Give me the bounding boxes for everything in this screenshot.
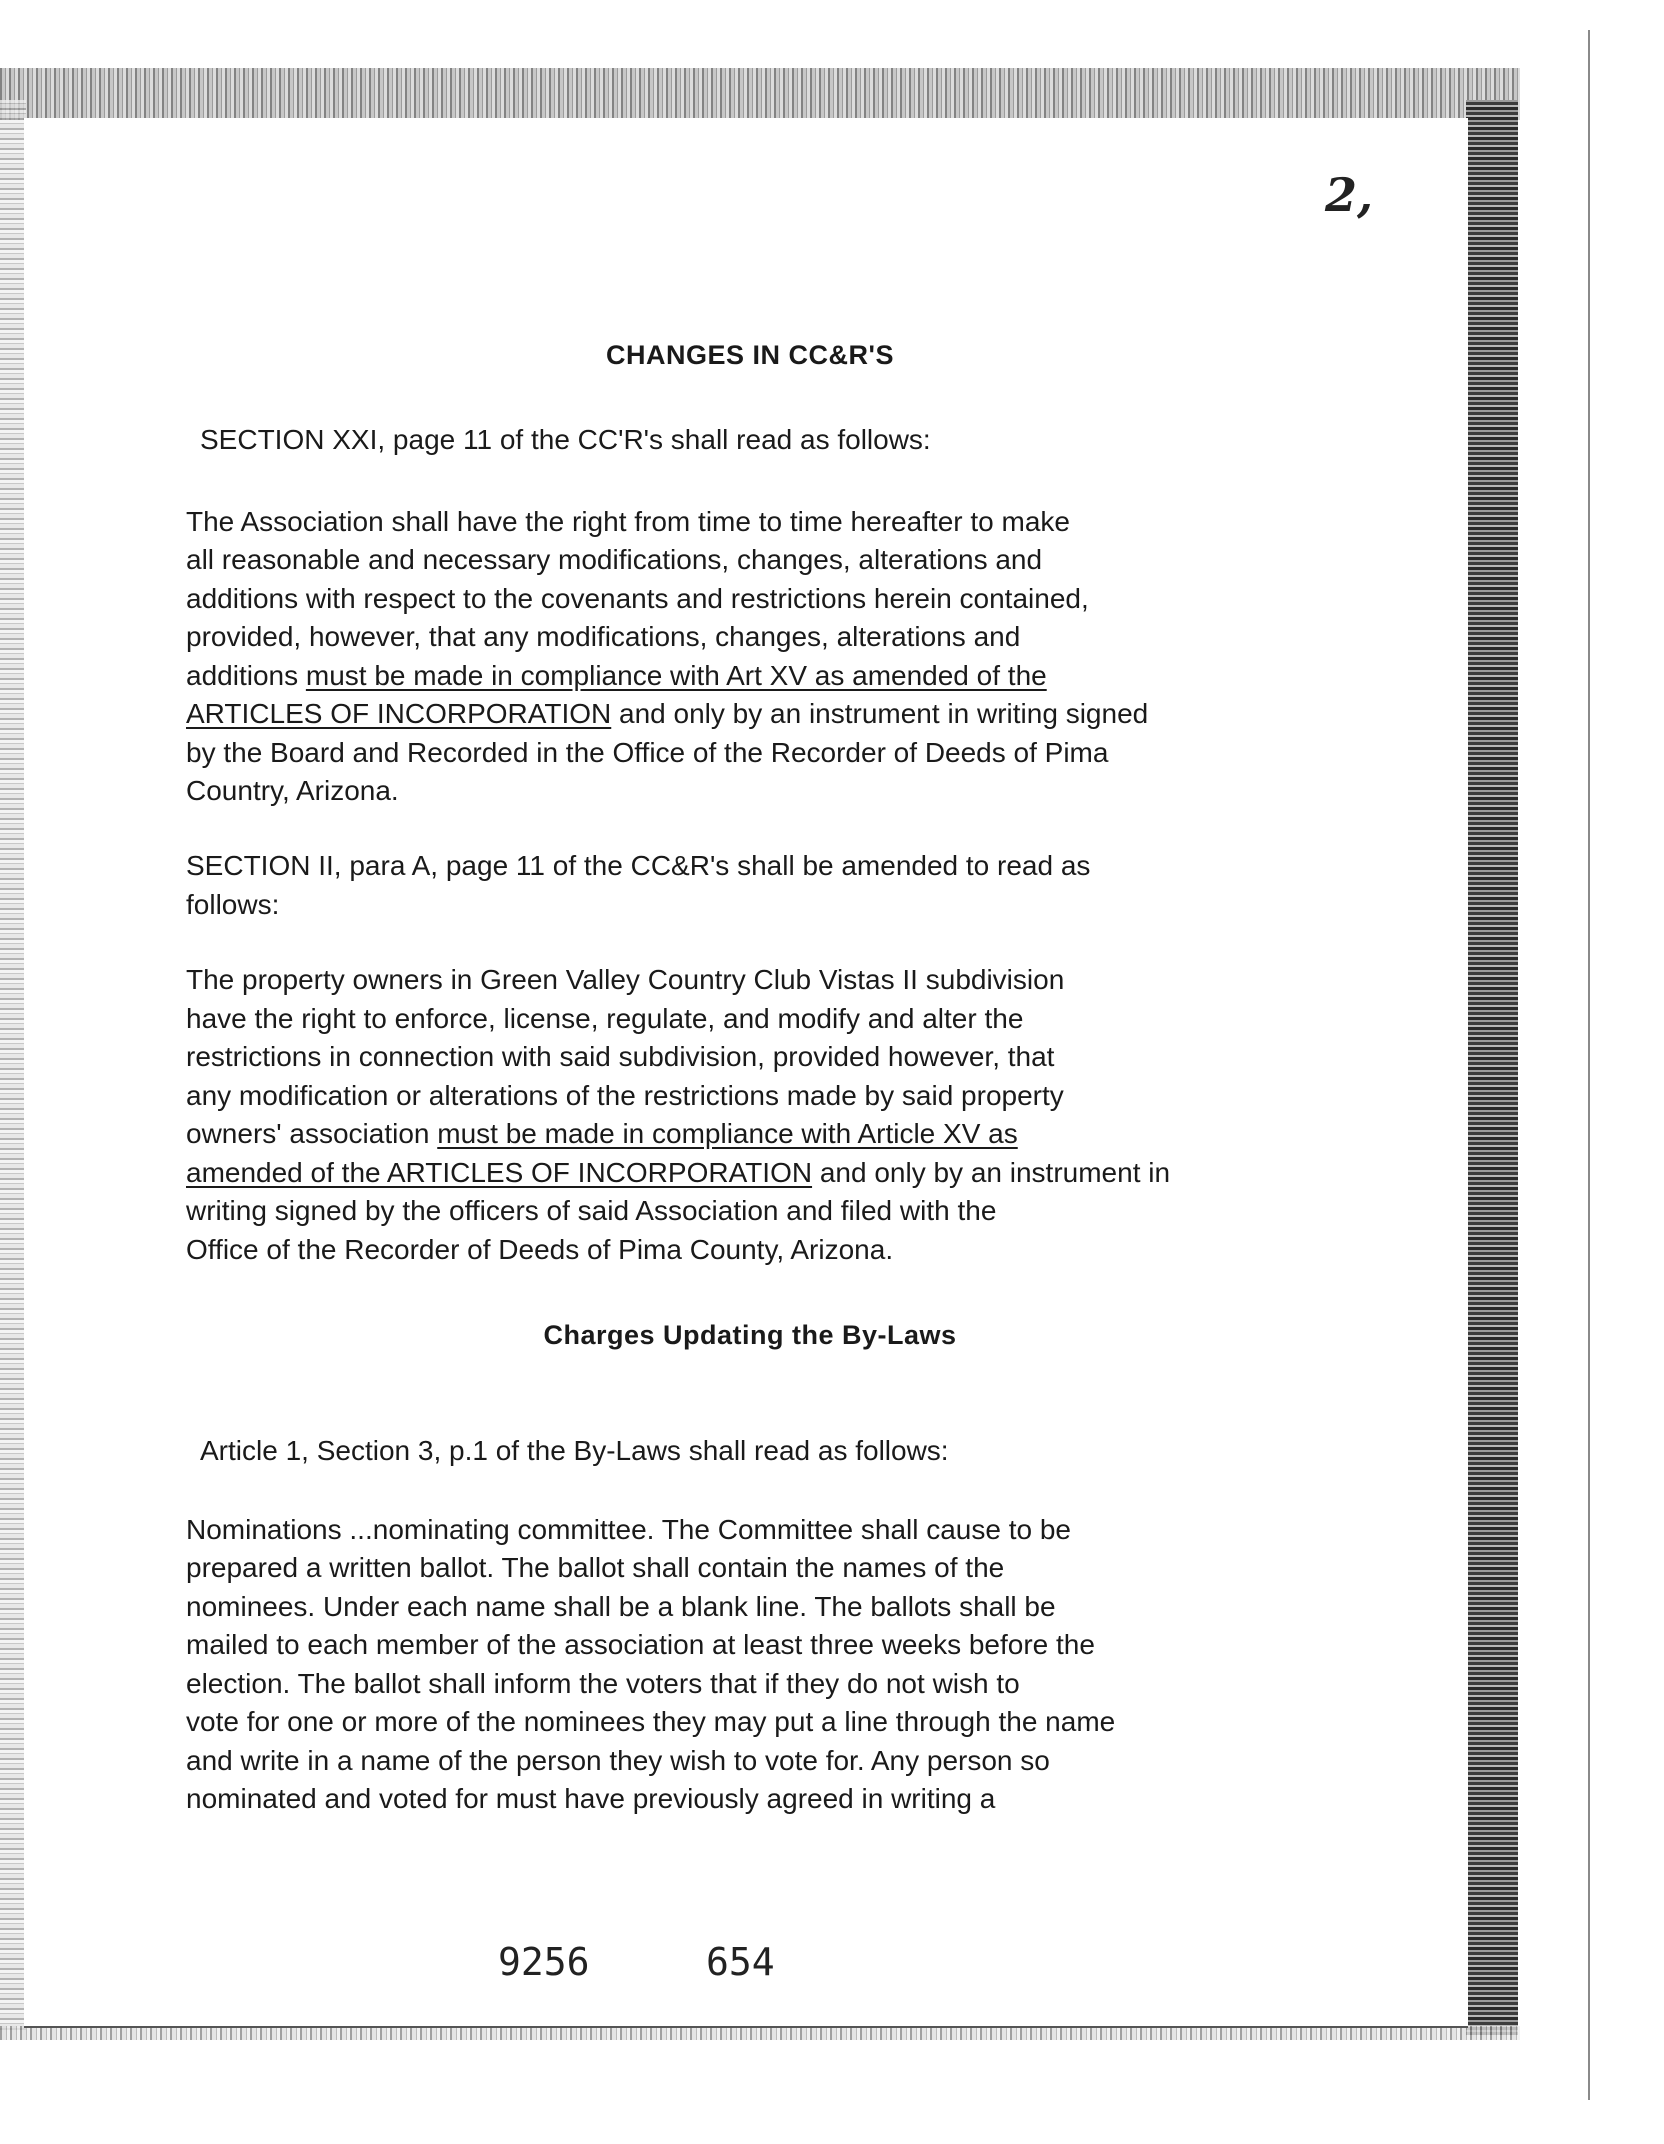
para-2-line: any modification or alterations of the restrictions made by said property [186, 1080, 1064, 1111]
section-1-intro: SECTION XXI, page 11 of the CC'R's shall read as follows: [200, 424, 931, 455]
footer-docket-number: 9256 [498, 1940, 590, 1984]
section-3-intro: Article 1, Section 3, p.1 of the By-Laws shall read as follows: [200, 1435, 949, 1466]
para-3-line: and write in a name of the person they wish to vote for. Any person so [186, 1745, 1050, 1776]
para-2-line: The property owners in Green Valley Country Club Vistas II subdivision [186, 964, 1065, 995]
para-1-line: Country, Arizona. [186, 775, 399, 806]
section-2-line: follows: [186, 889, 280, 920]
para-2-line [186, 1159, 1170, 1187]
text-plain: and only by an instrument in [812, 1157, 1171, 1188]
para-1-line: The Association shall have the right from time to time hereafter to make [186, 506, 1070, 537]
underlined-text: must be made in compliance with Article XV as [437, 1118, 1018, 1149]
para-1-line: all reasonable and necessary modifications, changes, alterations and [186, 544, 1043, 575]
para-3-line: Nominations ...nominating committee. The Committee shall cause to be [186, 1514, 1072, 1545]
scan-top-edge [0, 68, 1520, 120]
para-3-line: mailed to each member of the association at least three weeks before the [186, 1629, 1095, 1660]
margin-line [1588, 30, 1590, 2100]
para-1-line [186, 662, 1047, 690]
heading-changes-ccrs: CHANGES IN CC&R'S [606, 340, 894, 370]
document-page [24, 118, 1468, 2028]
para-2-line [186, 1120, 1018, 1148]
text-plain: owners' association [186, 1118, 438, 1149]
scan-bottom-edge [0, 2026, 1520, 2040]
para-1-line: provided, however, that any modifications, changes, alterations and [186, 621, 1021, 652]
para-1-line: by the Board and Recorded in the Office of the Recorder of Deeds of Pima [186, 737, 1109, 768]
para-1-line [186, 700, 1148, 728]
text-plain: and only by an instrument in writing signed [611, 698, 1149, 729]
para-3-line: prepared a written ballot. The ballot shall contain the names of the [186, 1552, 1005, 1583]
para-3-line: vote for one or more of the nominees they may put a line through the name [186, 1706, 1116, 1737]
scan-left-edge [0, 100, 26, 2030]
scan-right-edge [1466, 100, 1518, 2035]
para-3-line: nominees. Under each name shall be a blank line. The ballots shall be [186, 1591, 1056, 1622]
para-2-line: restrictions in connection with said subdivision, provided however, that [186, 1041, 1055, 1072]
para-2-line: have the right to enforce, license, regulate, and modify and alter the [186, 1003, 1024, 1034]
para-2-line: Office of the Recorder of Deeds of Pima County, Arizona. [186, 1234, 894, 1265]
underlined-text: amended of the ARTICLES OF INCORPORATION [186, 1157, 813, 1188]
para-3-line: nominated and voted for must have previously agreed in writing a [186, 1783, 996, 1814]
section-2-line: SECTION II, para A, page 11 of the CC&R's shall be amended to read as [186, 850, 1091, 881]
para-1-line: additions with respect to the covenants and restrictions herein contained, [186, 583, 1089, 614]
heading-bylaws: Charges Updating the By-Laws [543, 1320, 957, 1350]
para-2-line: writing signed by the officers of said Association and filed with the [186, 1195, 997, 1226]
text-plain: additions [186, 660, 306, 691]
handwritten-page-number: 2, [1325, 168, 1374, 222]
underlined-text: must be made in compliance with Art XV as amended of the [305, 660, 1047, 691]
underlined-text: ARTICLES OF INCORPORATION [186, 698, 612, 729]
para-3-line: election. The ballot shall inform the voters that if they do not wish to [186, 1668, 1020, 1699]
footer-page-number: 654 [706, 1940, 775, 1984]
